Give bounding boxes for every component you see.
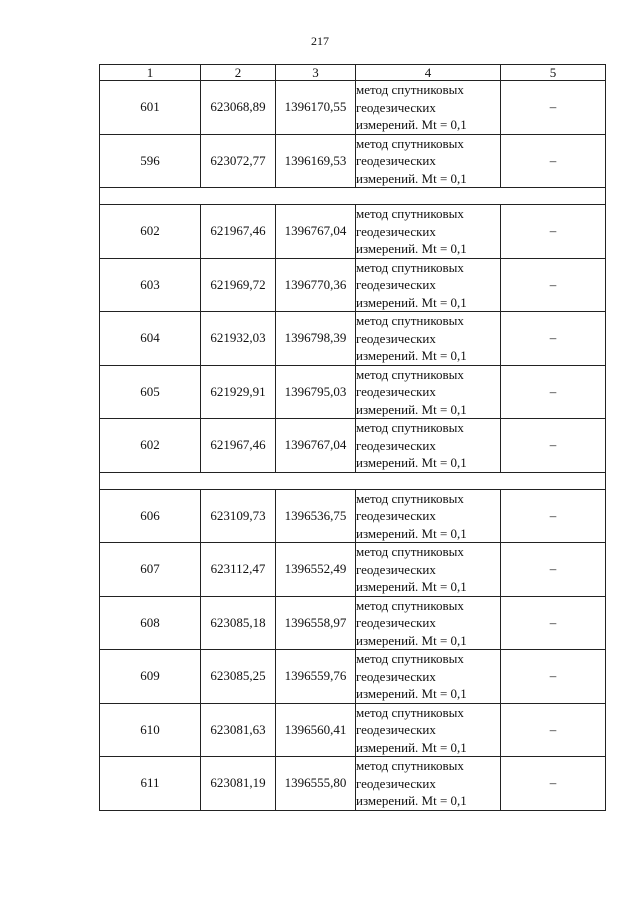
method-line: метод спутниковых [356,420,464,435]
method-line: геодезических [356,330,436,346]
method-line: метод спутниковых [356,366,464,382]
method-cell [356,81,501,135]
table-body [100,81,606,811]
method-line: геодезических [356,223,436,239]
x-coordinate-cell: 621929,91 [201,365,276,419]
note-cell: – [501,757,606,811]
method-cell [356,543,501,597]
table-row [100,489,606,543]
note-cell: – [501,81,606,135]
y-coordinate-cell: 1396169,53 [276,134,356,188]
group-separator-row [100,472,606,489]
method-cell [356,258,501,312]
method-line: геодезических [356,508,436,523]
method-cell [356,650,501,704]
method-line: метод спутниковых [356,758,464,773]
y-coordinate-cell: 1396559,76 [276,650,356,704]
method-cell [356,489,501,543]
method-line: измерений. Mt = 0,1 [356,632,467,648]
method-line: измерений. Mt = 0,1 [356,525,467,541]
method-line: измерений. Mt = 0,1 [356,579,467,594]
y-coordinate-cell: 1396555,80 [276,757,356,811]
page-number: 217 [311,34,329,48]
header-col-5: 5 [501,65,606,81]
method-cell [356,757,501,811]
method-line: измерений. Mt = 0,1 [356,455,467,470]
x-coordinate-cell: 623072,77 [201,134,276,188]
method-cell [356,596,501,650]
header-col-2: 2 [201,65,276,81]
x-coordinate-cell: 623068,89 [201,81,276,135]
note-cell: – [501,703,606,757]
y-coordinate-cell: 1396795,03 [276,365,356,419]
point-number-cell: 602 [100,205,201,259]
method-line: геодезических [356,437,436,453]
x-coordinate-cell: 623085,18 [201,596,276,650]
method-line: метод спутниковых [356,597,464,613]
header-col-4: 4 [356,65,501,81]
note-cell: – [501,419,606,473]
point-number-cell: 611 [100,757,201,811]
table-row [100,365,606,419]
y-coordinate-cell: 1396536,75 [276,489,356,543]
table-row [100,312,606,366]
note-cell: – [501,205,606,259]
point-number-cell: 607 [100,543,201,597]
table-row [100,419,606,473]
method-line: измерений. Mt = 0,1 [356,348,467,363]
y-coordinate-cell: 1396558,97 [276,596,356,650]
y-coordinate-cell: 1396770,36 [276,258,356,312]
table-header [100,65,606,81]
x-coordinate-cell: 621969,72 [201,258,276,312]
method-line: метод спутниковых [356,82,464,97]
method-line: метод спутниковых [356,544,464,559]
point-number-cell: 596 [100,134,201,188]
method-line: геодезических [356,775,436,791]
point-number-cell: 610 [100,703,201,757]
x-coordinate-cell: 623109,73 [201,489,276,543]
method-line: геодезических [356,153,436,168]
table-row [100,543,606,597]
point-number-cell: 603 [100,258,201,312]
table-row [100,650,606,704]
table-row [100,258,606,312]
method-cell [356,134,501,188]
group-separator-row [100,188,606,205]
method-cell [356,365,501,419]
header-row [100,65,606,81]
x-coordinate-cell: 623112,47 [201,543,276,597]
point-number-cell: 601 [100,81,201,135]
point-number-cell: 604 [100,312,201,366]
note-cell: – [501,134,606,188]
point-number-cell: 608 [100,596,201,650]
y-coordinate-cell: 1396767,04 [276,205,356,259]
method-line: геодезических [356,668,436,684]
table-row [100,81,606,135]
note-cell: – [501,258,606,312]
note-cell: – [501,312,606,366]
x-coordinate-cell: 621967,46 [201,419,276,473]
method-line: метод спутниковых [356,651,464,666]
x-coordinate-cell: 623081,63 [201,703,276,757]
note-cell: – [501,596,606,650]
note-cell: – [501,543,606,597]
method-line: измерений. Mt = 0,1 [356,739,467,755]
method-line: измерений. Mt = 0,1 [356,401,467,417]
method-line: геодезических [356,384,436,399]
method-line: геодезических [356,615,436,630]
method-cell [356,205,501,259]
method-line: геодезических [356,277,436,292]
y-coordinate-cell: 1396767,04 [276,419,356,473]
x-coordinate-cell: 621967,46 [201,205,276,259]
method-line: геодезических [356,561,436,577]
method-line: метод спутниковых [356,135,464,151]
point-number-cell: 609 [100,650,201,704]
header-col-3: 3 [276,65,356,81]
coordinates-table [99,64,606,811]
table-row [100,596,606,650]
method-line: измерений. Mt = 0,1 [356,241,467,256]
table-row [100,205,606,259]
table-row [100,757,606,811]
y-coordinate-cell: 1396798,39 [276,312,356,366]
method-line: метод спутниковых [356,313,464,328]
method-cell [356,703,501,757]
separator-cell [100,188,606,205]
method-line: измерений. Mt = 0,1 [356,294,467,310]
method-line: геодезических [356,99,436,115]
method-line: измерений. Mt = 0,1 [356,117,467,132]
point-number-cell: 605 [100,365,201,419]
y-coordinate-cell: 1396560,41 [276,703,356,757]
y-coordinate-cell: 1396170,55 [276,81,356,135]
table-row [100,134,606,188]
method-line: измерений. Mt = 0,1 [356,170,467,186]
method-line: метод спутниковых [356,206,464,221]
method-cell [356,312,501,366]
method-line: измерений. Mt = 0,1 [356,686,467,701]
method-line: метод спутниковых [356,704,464,720]
header-col-1: 1 [100,65,201,81]
x-coordinate-cell: 623081,19 [201,757,276,811]
note-cell: – [501,650,606,704]
method-line: измерений. Mt = 0,1 [356,793,467,808]
x-coordinate-cell: 621932,03 [201,312,276,366]
point-number-cell: 602 [100,419,201,473]
method-line: метод спутниковых [356,259,464,275]
point-number-cell: 606 [100,489,201,543]
method-cell [356,419,501,473]
note-cell: – [501,489,606,543]
separator-cell [100,472,606,489]
method-line: метод спутниковых [356,490,464,506]
x-coordinate-cell: 623085,25 [201,650,276,704]
table-row [100,703,606,757]
note-cell: – [501,365,606,419]
y-coordinate-cell: 1396552,49 [276,543,356,597]
method-line: геодезических [356,722,436,737]
